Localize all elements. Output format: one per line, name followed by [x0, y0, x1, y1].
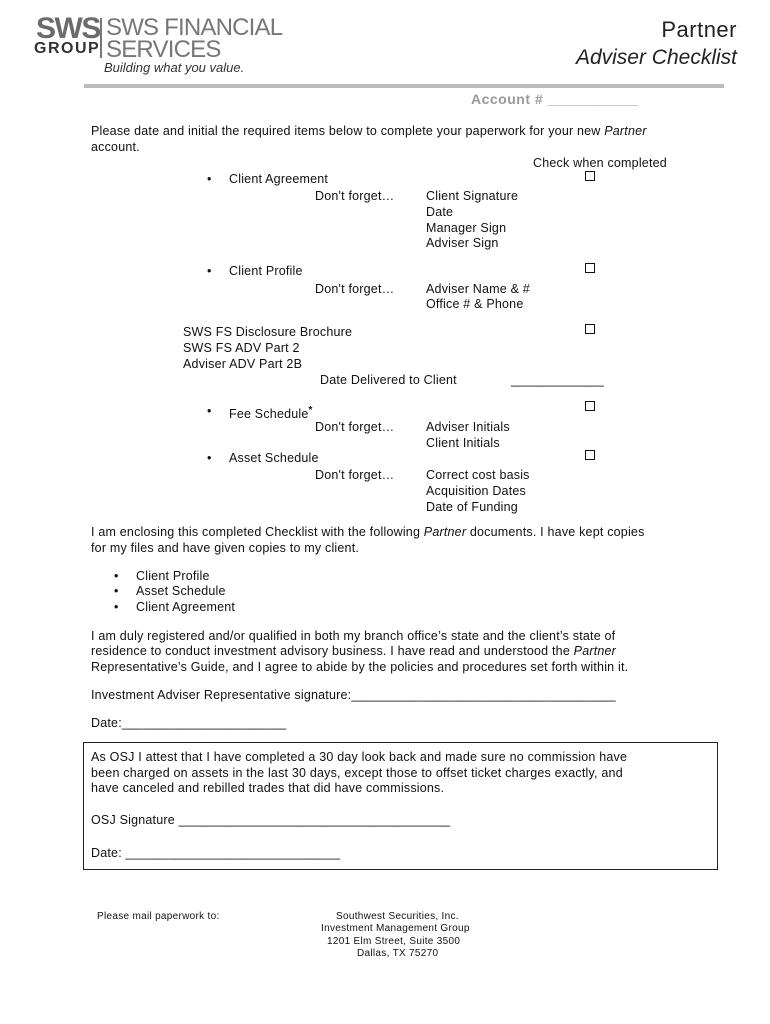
- attest-line3: Representative’s Guide, and I agree to abide by the policies and procedures set forth within it.: [91, 660, 629, 674]
- client-agreement-item: • Client Agreement: [229, 171, 328, 187]
- reminder-item: Adviser Initials: [426, 420, 510, 434]
- reminder-item: Date of Funding: [426, 500, 518, 514]
- reminder-item: Date: [426, 205, 454, 219]
- reminder-item: Adviser Name & #: [426, 282, 530, 296]
- osj-date-field[interactable]: Date: ______________________________: [91, 846, 341, 860]
- address-line: Southwest Securities, Inc.: [336, 911, 459, 922]
- reminder-item: Acquisition Dates: [426, 484, 526, 498]
- fee-schedule-checkbox[interactable]: [585, 401, 595, 411]
- title-partner: Partner: [661, 17, 737, 42]
- check-header: Check when completed: [533, 156, 667, 170]
- dont-forget-label: Don't forget…: [315, 468, 395, 482]
- enclosing-line2: for my files and have given copies to my client.: [91, 541, 360, 555]
- reminder-item: Correct cost basis: [426, 468, 530, 482]
- client-agreement-checkbox[interactable]: [585, 171, 595, 181]
- asset-schedule-checkbox[interactable]: [585, 450, 595, 460]
- asset-schedule-item: • Asset Schedule: [229, 450, 319, 466]
- enclosing-line1: I am enclosing this completed Checklist with the following Partner documents. I have kept copies: [91, 525, 645, 539]
- attest-line1: I am duly registered and/or qualified in both my branch office’s state and the client’s state of: [91, 629, 616, 643]
- dont-forget-label: Don't forget…: [315, 420, 395, 434]
- reminder-item: Office # & Phone: [426, 297, 524, 311]
- adviser-date-field[interactable]: Date:_______________________: [91, 716, 287, 730]
- date-delivered-label: Date Delivered to Client: [320, 373, 457, 387]
- logo-tagline: Building what you value.: [104, 60, 245, 75]
- attest-line2: residence to conduct investment advisory business. I have read and understood the Partner: [91, 644, 617, 658]
- intro-line2: account.: [91, 140, 140, 154]
- address-line: 1201 Elm Street, Suite 3500: [327, 936, 461, 947]
- logo-sws: SWS: [36, 12, 100, 45]
- logo-services: SERVICES: [106, 36, 221, 63]
- logo-group: GROUP: [34, 40, 101, 57]
- osj-line2: been charged on assets in the last 30 days, except those to offset ticket charges exactly, and: [91, 766, 623, 780]
- reminder-item: Client Signature: [426, 189, 519, 203]
- osj-line3: have canceled and rebilled trades that did have commissions.: [91, 781, 445, 795]
- date-delivered-field[interactable]: _____________: [511, 373, 604, 387]
- fee-schedule-item: • Fee Schedule*: [229, 403, 313, 422]
- account-number-field[interactable]: Account # ___________: [471, 91, 639, 107]
- reminder-item: Client Initials: [426, 436, 500, 450]
- adviser-signature-field[interactable]: Investment Adviser Representative signature:_____________________________________: [91, 688, 616, 702]
- reminder-item: Adviser Sign: [426, 236, 499, 250]
- disclosure-checkbox[interactable]: [585, 324, 595, 334]
- osj-line1: As OSJ I attest that I have completed a 30 day look back and made sure no commission have: [91, 750, 628, 764]
- header-rule: [84, 84, 724, 88]
- enclosed-item: • Asset Schedule: [136, 583, 226, 599]
- address-line: Dallas, TX 75270: [357, 948, 439, 959]
- client-profile-item: • Client Profile: [229, 263, 303, 279]
- client-profile-checkbox[interactable]: [585, 263, 595, 273]
- disclosure-line: SWS FS Disclosure Brochure: [183, 325, 353, 339]
- enclosed-item: • Client Profile: [136, 568, 210, 584]
- intro-line1: Please date and initial the required items below to complete your paperwork for your new Partner: [91, 124, 647, 138]
- enclosed-item: • Client Agreement: [136, 599, 235, 615]
- dont-forget-label: Don't forget…: [315, 189, 395, 203]
- disclosure-line: Adviser ADV Part 2B: [183, 357, 303, 371]
- mail-label: Please mail paperwork to:: [97, 911, 220, 922]
- osj-signature-field[interactable]: OSJ Signature ______________________________________: [91, 813, 451, 827]
- address-line: Investment Management Group: [321, 923, 470, 934]
- disclosure-line: SWS FS ADV Part 2: [183, 341, 300, 355]
- reminder-item: Manager Sign: [426, 221, 507, 235]
- title-adviser-checklist: Adviser Checklist: [575, 46, 737, 69]
- logo-financial: SWS FINANCIAL: [106, 14, 283, 41]
- logo-divider: [100, 18, 102, 58]
- dont-forget-label: Don't forget…: [315, 282, 395, 296]
